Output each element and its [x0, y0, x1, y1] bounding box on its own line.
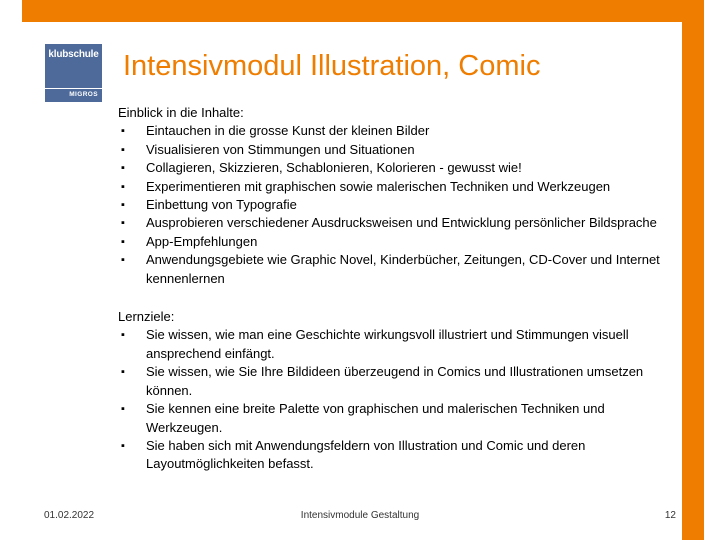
slide-title: Intensivmodul Illustration, Comic — [123, 50, 541, 82]
bullet-icon: ▪ — [121, 439, 125, 452]
bullet-icon: ▪ — [121, 254, 125, 267]
footer-center-text: Intensivmodule Gestaltung — [300, 510, 420, 521]
inhalte-item — [118, 141, 678, 159]
inhalte-item — [118, 196, 678, 214]
slide-body — [118, 104, 678, 474]
list-item-text: Sie wissen, wie man eine Geschichte wirkungsvoll illustriert und Stimmungen visuell ansprechend einfängt. — [146, 327, 629, 361]
list-item-text: Sie kennen eine breite Palette von graphischen und malerischen Techniken und Werkzeugen. — [146, 401, 605, 435]
list-item-text: Experimentieren mit graphischen sowie malerischen Techniken und Werkzeugen — [146, 178, 611, 194]
logo-divider — [45, 88, 102, 89]
lernziele-list — [118, 326, 678, 473]
footer-page-number: 12 — [664, 510, 676, 521]
list-item-text: Anwendungsgebiete wie Graphic Novel, Kinderbücher, Zeitungen, CD-Cover und Internet kennenlernen — [146, 252, 660, 286]
klubschule-logo — [45, 44, 102, 102]
list-item-text: Collagieren, Skizzieren, Schablonieren, Kolorieren - gewusst wie! — [146, 160, 522, 176]
logo-bottom-text: MIGROS — [69, 91, 98, 98]
inhalte-list — [118, 122, 678, 288]
section-heading-lernziele: Lernziele: — [118, 309, 175, 325]
logo-top-text: klubschule — [48, 49, 99, 60]
inhalte-item — [118, 251, 678, 288]
list-item-text: App-Empfehlungen — [146, 233, 258, 249]
bullet-icon: ▪ — [121, 366, 125, 379]
bullet-icon: ▪ — [121, 235, 125, 248]
inhalte-item — [118, 178, 678, 196]
top-accent-bar — [22, 0, 704, 22]
list-item-text: Sie wissen, wie Sie Ihre Bildideen überzeugend in Comics und Illustrationen umsetzen können. — [146, 364, 644, 398]
inhalte-item — [118, 122, 678, 140]
bullet-icon: ▪ — [121, 125, 125, 138]
list-item-text: Ausprobieren verschiedener Ausdrucksweisen und Entwicklung persönlicher Bildsprache — [146, 215, 657, 231]
list-item-text: Sie haben sich mit Anwendungsfeldern von Illustration und Comic und deren Layoutmöglichkeiten befasst. — [146, 437, 586, 472]
footer-date: 01.02.2022 — [44, 510, 95, 521]
bullet-icon: ▪ — [121, 403, 125, 416]
lernziele-item — [118, 437, 678, 474]
list-item-text: Visualisieren von Stimmungen und Situationen — [146, 141, 415, 157]
right-accent-bar — [682, 0, 704, 540]
inhalte-item — [118, 233, 678, 251]
bullet-icon: ▪ — [121, 143, 125, 156]
section-heading-inhalte: Einblick in die Inhalte: — [118, 105, 244, 120]
lernziele-item — [118, 326, 678, 363]
bullet-icon: ▪ — [121, 199, 125, 212]
inhalte-item — [118, 159, 678, 177]
lernziele-item — [118, 363, 678, 400]
inhalte-item — [118, 214, 678, 232]
list-item-text: Einbettung von Typografie — [146, 197, 297, 213]
bullet-icon: ▪ — [121, 162, 125, 175]
list-item-text: Eintauchen in die grosse Kunst der kleinen Bilder — [146, 123, 430, 139]
bullet-icon: ▪ — [121, 180, 125, 193]
lernziele-item — [118, 400, 678, 437]
bullet-icon: ▪ — [121, 329, 125, 342]
section-spacer — [118, 288, 678, 308]
bullet-icon: ▪ — [121, 217, 125, 230]
